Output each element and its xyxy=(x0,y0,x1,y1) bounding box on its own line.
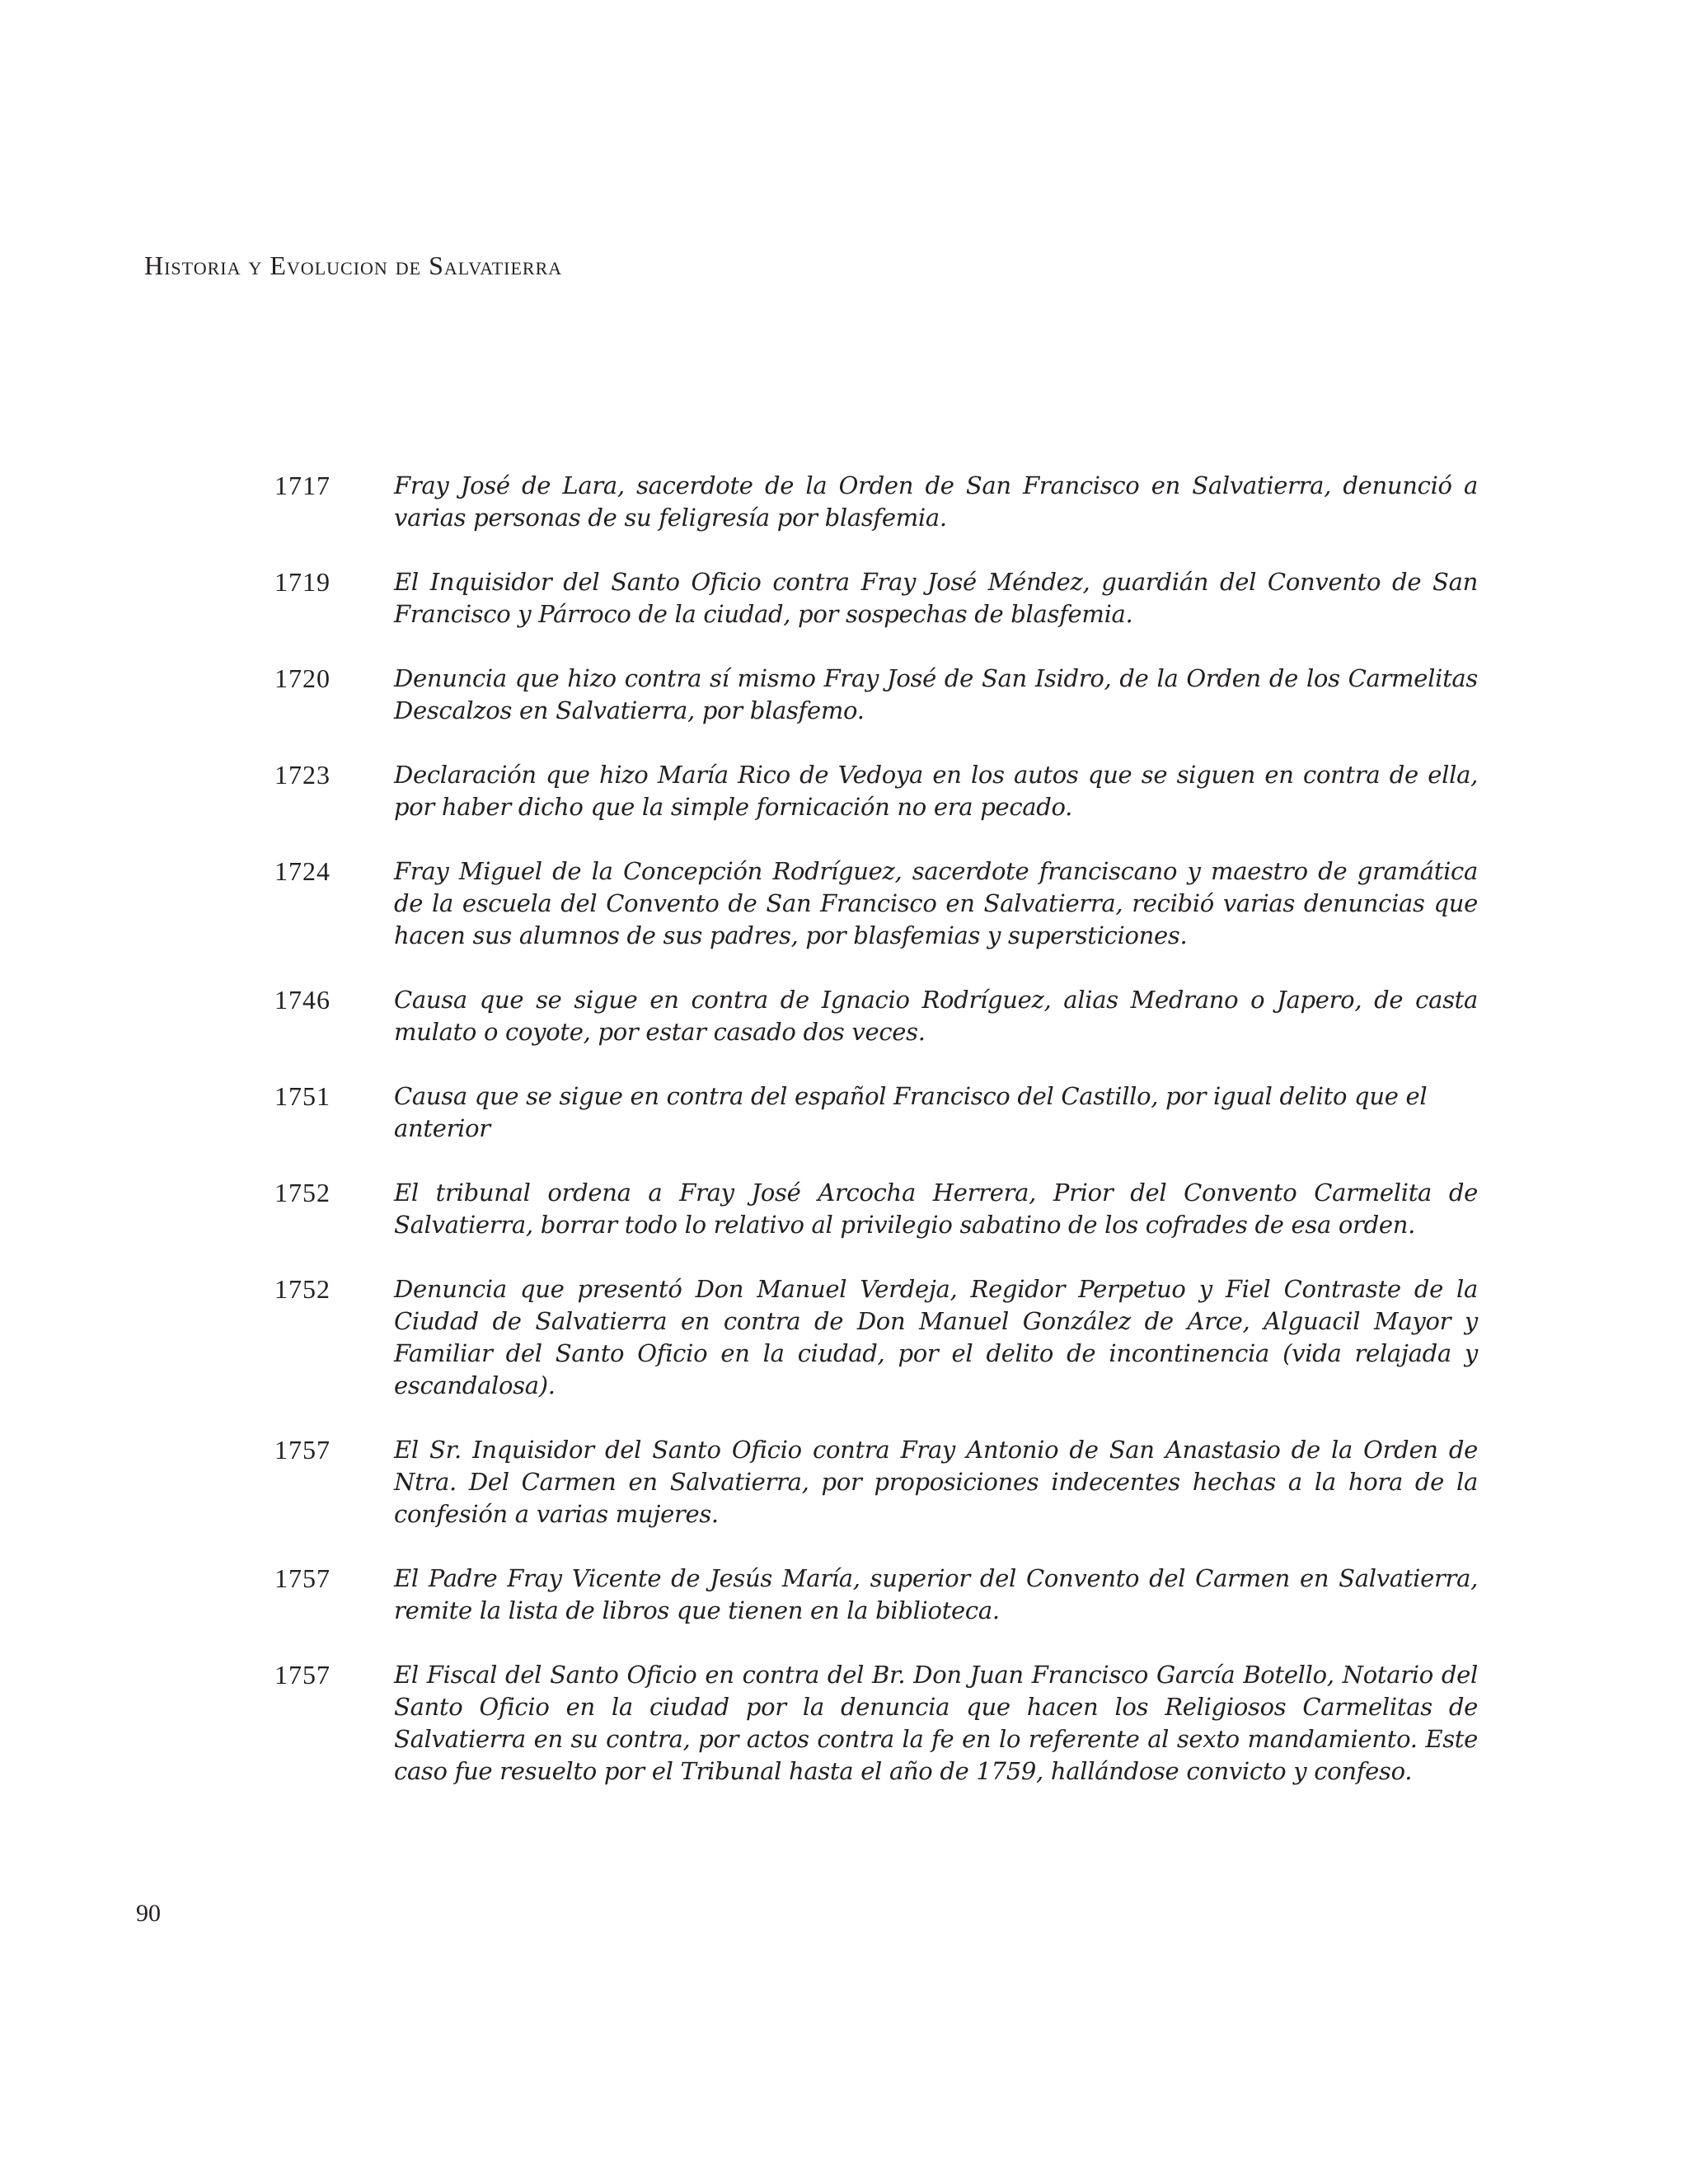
chronology-entry xyxy=(274,566,1478,630)
entry-text: Denuncia que presentó Don Manuel Verdeja, Regidor Perpetuo y Fiel Contraste de la Ciudad de Salvatierra en contra de Don Manuel González de Arce, Alguacil Mayor y Familiar del Santo Oficio en la ciudad, por el delito de incontinencia (vida relajada y escandalosa). xyxy=(394,1275,1478,1399)
entry-year: 1717 xyxy=(274,471,331,500)
entry-text: Declaración que hizo María Rico de Vedoya en los autos que se siguen en contra de ella, por haber dicho que la simple fornicación no era pecado. xyxy=(394,761,1478,821)
entry-text: Fray José de Lara, sacerdote de la Orden de San Francisco en Salvatierra, denunció a varias personas de su feligresía por blasfemia. xyxy=(394,471,1478,532)
chronology-list xyxy=(274,470,1478,1820)
entry-text: Causa que se sigue en contra del español Francisco del Castillo, por igual delito que el anterior xyxy=(394,1082,1428,1142)
entry-year: 1723 xyxy=(274,760,331,790)
entry-text: Causa que se sigue en contra de Ignacio Rodríguez, alias Medrano o Japero, de casta mulato o coyote, por estar casado dos veces. xyxy=(394,986,1478,1046)
entry-year: 1724 xyxy=(274,856,331,886)
chronology-entry xyxy=(274,1659,1478,1788)
chronology-entry xyxy=(274,1563,1478,1627)
entry-year: 1752 xyxy=(274,1178,331,1207)
entry-year: 1757 xyxy=(274,1435,331,1465)
chronology-entry xyxy=(274,759,1478,823)
chronology-entry xyxy=(274,470,1478,534)
chronology-entry xyxy=(274,855,1478,952)
entry-text: El Inquisidor del Santo Oficio contra Fray José Méndez, guardián del Convento de San Francisco y Párroco de la ciudad, por sospechas de blasfemia. xyxy=(394,568,1478,628)
entry-year: 1720 xyxy=(274,663,331,693)
entry-text: El Sr. Inquisidor del Santo Oficio contra Fray Antonio de San Anastasio de la Orden de Ntra. Del Carmen en Salvatierra, por proposiciones indecentes hechas a la hora de la confesión a varias mujeres. xyxy=(394,1436,1478,1528)
entry-year: 1752 xyxy=(274,1274,331,1304)
page-number: 90 xyxy=(136,1900,161,1927)
chronology-entry xyxy=(274,1080,1478,1145)
entry-year: 1719 xyxy=(274,567,331,597)
entry-year: 1757 xyxy=(274,1563,331,1593)
chronology-entry xyxy=(274,1273,1478,1402)
entry-year: 1751 xyxy=(274,1081,331,1111)
entry-text: El Padre Fray Vicente de Jesús María, superior del Convento del Carmen en Salvatierra, remite la lista de libros que tienen en la biblioteca. xyxy=(394,1564,1478,1624)
entry-text: Denuncia que hizo contra sí mismo Fray José de San Isidro, de la Orden de los Carmelitas Descalzos en Salvatierra, por blasfemo. xyxy=(394,664,1478,724)
entry-text: El tribunal ordena a Fray José Arcocha Herrera, Prior del Convento Carmelita de Salvatierra, borrar todo lo relativo al privilegio sabatino de los cofrades de esa orden. xyxy=(394,1179,1478,1239)
entry-year: 1757 xyxy=(274,1660,331,1690)
running-head: Historia y Evolucion de Salvatierra xyxy=(144,251,563,280)
entry-year: 1746 xyxy=(274,985,331,1015)
chronology-entry xyxy=(274,1177,1478,1241)
entry-text: Fray Miguel de la Concepción Rodríguez, sacerdote franciscano y maestro de gramática de la escuela del Convento de San Francisco en Salvatierra, recibió varias denuncias que hacen sus alumnos de sus padres, por blasfemias y supersticiones. xyxy=(394,857,1478,949)
chronology-entry xyxy=(274,1434,1478,1530)
chronology-entry xyxy=(274,663,1478,727)
entry-text: El Fiscal del Santo Oficio en contra del Br. Don Juan Francisco García Botello, Notario del Santo Oficio en la ciudad por la denuncia que hacen los Religiosos Carmelitas de Salvatierra en su contra, por actos contra la fe en lo referente al sexto mandamiento. Este caso fue resuelto por el Tribunal hasta el año de 1759, hallándose convicto y confeso. xyxy=(394,1661,1478,1785)
chronology-entry xyxy=(274,984,1478,1048)
